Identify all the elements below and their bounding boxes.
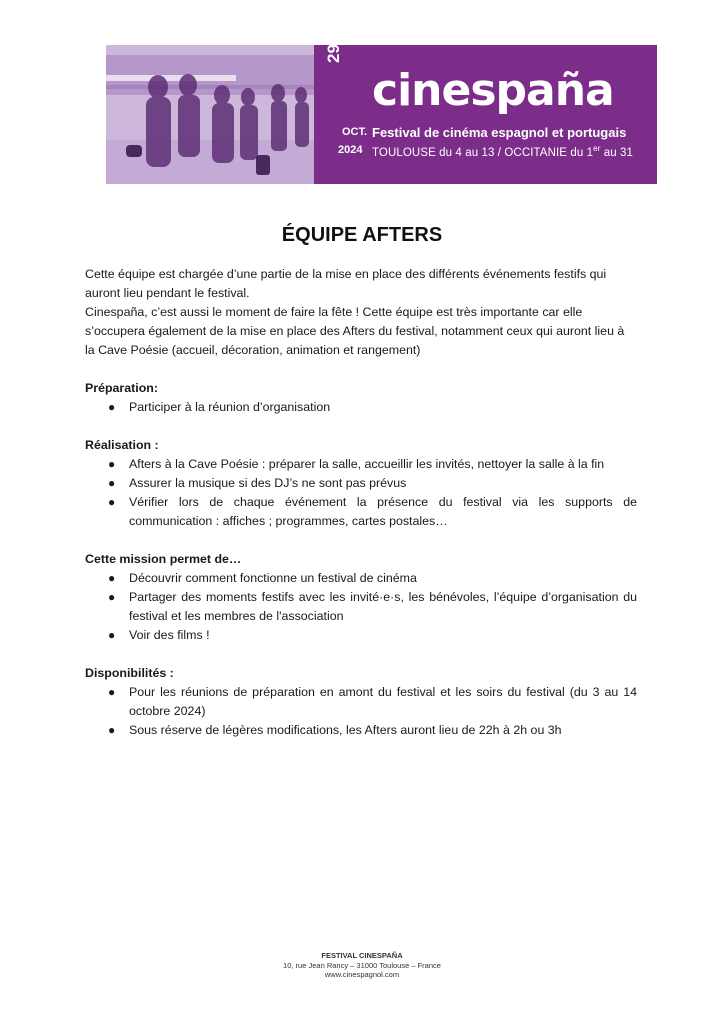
- document-body: [85, 265, 637, 740]
- section-heading-disponibilites: Disponibilités :: [85, 666, 174, 680]
- bullet-icon: ●: [108, 723, 116, 737]
- festival-year: 2024: [338, 144, 363, 156]
- list-item: ● Assurer la musique si des DJ’s ne sont pas prévus: [85, 474, 637, 493]
- crowd-photo-illustration: [106, 45, 314, 184]
- bullet-icon: ●: [108, 590, 116, 604]
- section-heading-mission: Cette mission permet de…: [85, 552, 242, 566]
- festival-dates: TOULOUSE du 4 au 13 / OCCITANIE du 1er au 31: [372, 144, 634, 159]
- bullet-icon: ●: [108, 628, 116, 642]
- list-item: ● Découvrir comment fonctionne un festival de cinéma: [85, 569, 637, 588]
- bullet-icon: ●: [108, 457, 116, 471]
- list-item: ● Vérifier lors de chaque événement la présence du festival via les supports de communication : affiches ; programmes, cartes postales…: [108, 495, 637, 528]
- footer-address: 10, rue Jean Rancy – 31000 Toulouse – France: [283, 960, 441, 970]
- footer-website[interactable]: www.cinespagnol.com: [324, 970, 400, 979]
- bullet-icon: ●: [108, 571, 116, 585]
- bullet-icon: ●: [108, 476, 116, 490]
- footer-organization: FESTIVAL CINESPAÑA: [321, 951, 403, 960]
- page-footer: [0, 951, 724, 980]
- realisation-list: [85, 455, 637, 531]
- festival-month: OCT.: [342, 126, 368, 138]
- edition-number: 29e: [321, 37, 343, 63]
- list-item: ● Sous réserve de légères modifications, les Afters auront lieu de 22h à 2h ou 3h: [85, 721, 637, 740]
- disponibilites-list: [85, 683, 637, 740]
- page-title: ÉQUIPE AFTERS: [281, 224, 443, 246]
- section-heading-preparation: Préparation:: [85, 381, 158, 395]
- list-item: ● Pour les réunions de préparation en amont du festival et les soirs du festival (du 3 au 14 octobre 2024): [108, 685, 637, 718]
- festival-banner: [106, 37, 657, 184]
- bullet-icon: ●: [108, 495, 116, 509]
- bullet-icon: ●: [108, 685, 116, 699]
- mission-list: [85, 569, 637, 645]
- preparation-list: [85, 398, 637, 417]
- list-item: ● Partager des moments festifs avec les invité·e·s, les bénévoles, l’équipe d’organisation du festival et les membres de l'association: [108, 590, 637, 623]
- festival-tagline: Festival de cinéma espagnol et portugais: [372, 125, 627, 140]
- intro-paragraph-2: Cinespaña, c’est aussi le moment de faire la fête ! Cette équipe est très importante car elle s’occupera également de la mise en place des Afters du festival, notamment ceux qui auront lieu à la Cave Poésie (accueil, décoration, animation et rangement): [85, 305, 625, 357]
- crowd-photo: [106, 45, 314, 184]
- intro-paragraph-1: Cette équipe est chargée d’une partie de la mise en place des différents événements festifs qui auront lieu pendant le festival.: [85, 267, 607, 300]
- list-item: ● Afters à la Cave Poésie : préparer la salle, accueillir les invités, nettoyer la salle à la fin: [85, 455, 637, 474]
- cinespana-logo: cinespaña: [372, 65, 614, 116]
- section-heading-realisation: Réalisation :: [85, 438, 159, 452]
- bullet-icon: ●: [108, 400, 116, 414]
- list-item: ● Voir des films !: [85, 626, 637, 645]
- list-item: ● Participer à la réunion d’organisation: [85, 398, 637, 417]
- banner-title-panel: [314, 37, 657, 184]
